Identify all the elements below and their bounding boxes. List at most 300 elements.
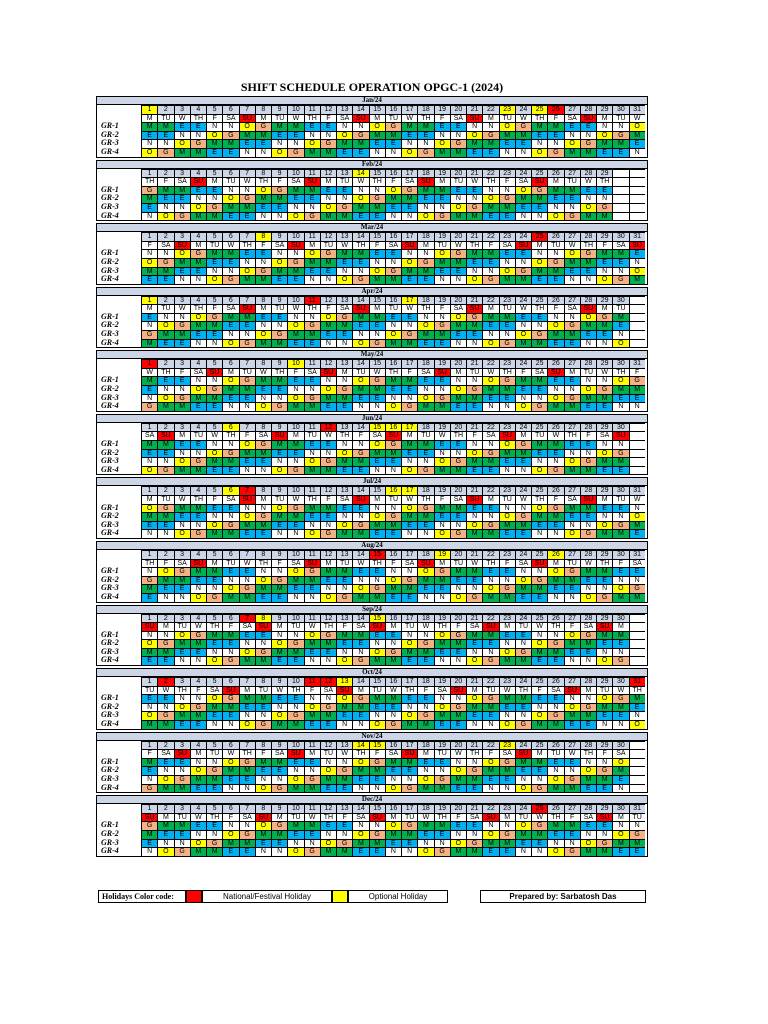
shift-cell: G [564,847,580,856]
shift-cell: G [190,529,206,538]
shift-cell: G [320,529,336,538]
day-number-cell: 19 [434,677,450,686]
day-number-cell: 16 [385,169,401,178]
day-number-cell: 12 [320,232,336,241]
day-number-cell: 28 [580,741,596,750]
weekday-cell: W [580,559,596,568]
shift-cell: N [287,457,303,466]
weekday-cell: F [417,686,433,695]
weekday-cell: TU [369,686,385,695]
weekday-cell: TU [515,622,531,631]
shift-cell: O [466,656,482,665]
shift-cell: G [385,648,401,657]
shift-cell: N [206,440,222,449]
shift-cell: E [531,766,547,775]
shift-cell: E [612,775,628,784]
month-block [96,223,648,285]
shift-cell: E [287,194,303,203]
shift-cell: G [450,631,466,640]
weekday-cell: M [255,304,271,313]
shift-cell: M [401,339,417,348]
shift-cell: G [157,148,173,157]
shift-cell: E [336,711,352,720]
shift-cell: G [547,639,563,648]
weekday-cell: W [629,495,645,504]
shift-cell: E [174,440,190,449]
shift-cell: E [157,694,173,703]
month-title: Sep/24 [97,606,647,614]
day-number-cell: 3 [174,359,190,368]
shift-cell: E [612,504,628,513]
shift-cell: E [466,504,482,513]
day-number-cell: 9 [271,359,287,368]
day-number-cell: 27 [564,804,580,813]
shift-cell: N [564,131,580,140]
shift-cell: G [450,139,466,148]
shift-cell: M [255,758,271,767]
shift-cell: M [271,122,287,131]
shift-cell: N [482,821,498,830]
shift-cell: M [612,631,628,640]
shift-cell: N [320,339,336,348]
shift-cell: E [580,402,596,411]
weekday-cell: TH [417,495,433,504]
shift-cell: G [580,457,596,466]
shift-cell: N [206,194,222,203]
shift-cell: M [499,593,515,602]
weekday-cell: M [190,749,206,758]
weekday-cell: F [450,622,466,631]
shift-cell: E [466,576,482,585]
shift-cell: G [515,267,531,276]
shift-cell: O [190,593,206,602]
shift-cell: E [157,275,173,284]
shift-cell: N [320,830,336,839]
shift-cell: N [547,385,563,394]
shift-cell: O [466,131,482,140]
group-label: GR-3 [101,710,119,720]
shift-cell: M [271,376,287,385]
shift-cell: E [401,521,417,530]
shift-cell: N [385,466,401,475]
shift-cell: M [336,847,352,856]
weekday-cell: TU [482,686,498,695]
shift-cell: M [304,186,320,195]
day-number-cell: 12 [320,169,336,178]
shift-cell: M [320,394,336,403]
day-number-cell: 10 [287,741,303,750]
shift-cell: N [580,275,596,284]
shift-cell: N [466,512,482,521]
shift-cell: N [580,694,596,703]
weekday-cell: TU [434,241,450,250]
shift-cell: G [239,758,255,767]
shift-cell: G [271,784,287,793]
shift-cell: O [239,267,255,276]
shift-cell: M [385,758,401,767]
weekday-cell: TU [596,686,612,695]
shift-cell: M [564,330,580,339]
shift-cell: O [336,694,352,703]
shift-cell: E [271,203,287,212]
day-number-cell: 15 [369,359,385,368]
day-number-cell: 25 [531,359,547,368]
weekday-cell: SA [157,749,173,758]
shift-cell: M [499,313,515,322]
weekday-cell: TU [385,114,401,123]
weekday-cell: SA [401,177,417,186]
shift-cell: E [320,648,336,657]
weekday-cell: TU [336,177,352,186]
day-number-cell: 1 [141,741,157,750]
day-number-cell: 11 [304,614,320,623]
shift-cell: O [320,766,336,775]
day-number-cell: 8 [255,232,271,241]
day-number-cell: 9 [271,232,287,241]
shift-cell: N [287,313,303,322]
day-number-cell: 13 [336,296,352,305]
shift-cell: M [190,847,206,856]
group-row [97,194,647,203]
shift-cell: M [482,457,498,466]
shift-cell: N [336,720,352,729]
shift-cell: N [304,449,320,458]
weekday-cell: TH [352,749,368,758]
shift-cell: M [499,839,515,848]
shift-cell: E [304,122,320,131]
day-number-cell: 23 [499,677,515,686]
shift-cell: O [612,376,628,385]
shift-cell: M [466,529,482,538]
shift-cell: M [547,720,563,729]
shift-cell: G [531,576,547,585]
shift-cell: E [482,258,498,267]
shift-cell: M [612,249,628,258]
shift-cell: E [401,449,417,458]
shift-cell: G [417,258,433,267]
shift-cell: M [287,122,303,131]
shift-cell: O [401,466,417,475]
shift-cell: N [304,656,320,665]
shift-cell: G [271,402,287,411]
day-number-cell: 15 [369,804,385,813]
shift-cell: G [580,529,596,538]
shift-cell: E [596,504,612,513]
shift-cell: M [531,584,547,593]
group-row [97,186,647,195]
weekday-cell: M [401,431,417,440]
shift-cell: G [564,567,580,576]
shift-cell: N [287,839,303,848]
shift-cell: N [580,194,596,203]
shift-cell: E [466,402,482,411]
day-number-cell: 18 [417,677,433,686]
day-number-cell: 19 [434,614,450,623]
shift-cell: N [596,122,612,131]
shift-cell: E [271,275,287,284]
weekday-cell: W [417,622,433,631]
day-number-cell: 23 [499,169,515,178]
shift-cell: E [515,839,531,848]
weekday-cell: TH [515,686,531,695]
shift-cell: N [320,584,336,593]
shift-cell: M [336,631,352,640]
shift-cell: E [564,758,580,767]
weekday-cell: M [255,114,271,123]
weekday-cell: TU [239,368,255,377]
weekday-cell: SU [336,686,352,695]
weekday-cell: TU [206,749,222,758]
day-number-cell: 3 [174,804,190,813]
shift-cell: O [450,203,466,212]
shift-cell: G [206,203,222,212]
shift-cell: E [564,440,580,449]
shift-cell: N [336,440,352,449]
shift-cell: M [531,440,547,449]
day-number-cell: 12 [320,614,336,623]
shift-cell: E [304,648,320,657]
shift-cell: M [515,339,531,348]
shift-cell: M [564,466,580,475]
shift-cell: M [271,720,287,729]
shift-cell: O [239,440,255,449]
shift-cell: M [352,529,368,538]
shift-cell: O [287,394,303,403]
weekday-row [97,559,647,568]
day-number-cell: 21 [466,296,482,305]
shift-cell: M [417,821,433,830]
day-number-cell: 17 [401,741,417,750]
weekday-cell: M [531,749,547,758]
shift-cell: N [141,529,157,538]
shift-cell: N [450,131,466,140]
shift-cell: E [482,394,498,403]
weekday-cell [629,304,645,313]
weekday-cell: SU [352,114,368,123]
shift-cell: O [580,313,596,322]
day-number-cell: 25 [531,169,547,178]
shift-cell: E [434,440,450,449]
shift-cell: O [499,267,515,276]
day-number-cell: 7 [239,614,255,623]
weekday-cell: TH [596,559,612,568]
weekday-cell: SU [629,241,645,250]
day-number-cell: 25 [531,105,547,114]
shift-cell: M [287,440,303,449]
day-number-cell: 4 [190,550,206,559]
month-block [96,477,648,539]
day-number-cell: 18 [417,232,433,241]
shift-cell: M [174,258,190,267]
shift-cell: M [369,449,385,458]
shift-cell: M [271,648,287,657]
day-number-cell: 15 [369,296,385,305]
day-number-cell: 3 [174,486,190,495]
shift-cell: N [385,504,401,513]
shift-cell: E [190,186,206,195]
shift-cell: M [434,258,450,267]
shift-cell: M [190,212,206,221]
shift-cell: E [596,639,612,648]
shift-cell: M [352,703,368,712]
shift-cell: N [580,339,596,348]
shift-cell: E [369,567,385,576]
group-row [97,440,647,449]
weekday-row [97,114,647,123]
weekday-cell: SU [174,749,190,758]
shift-cell: E [141,839,157,848]
shift-cell: M [450,258,466,267]
shift-cell: E [580,720,596,729]
weekday-cell: M [596,495,612,504]
day-number-cell: 26 [547,232,563,241]
group-row [97,512,647,521]
shift-cell: E [515,457,531,466]
shift-cell: E [434,648,450,657]
shift-cell [629,758,645,767]
day-number-cell: 20 [450,677,466,686]
weekday-cell: TH [482,559,498,568]
shift-cell: G [612,275,628,284]
day-number-cell: 19 [434,105,450,114]
shift-cell: G [401,402,417,411]
shift-cell: E [499,249,515,258]
shift-cell: G [466,313,482,322]
shift-cell: G [466,766,482,775]
shift-cell: M [222,593,238,602]
shift-cell: M [352,593,368,602]
weekday-cell: SU [239,114,255,123]
shift-cell: M [499,694,515,703]
shift-cell: M [385,339,401,348]
legend-label: Holidays Color code: [98,890,186,903]
shift-cell: M [417,576,433,585]
day-number-cell: 28 [580,550,596,559]
shift-cell: N [222,576,238,585]
shift-cell: G [629,584,645,593]
shift-cell: E [369,703,385,712]
shift-cell: O [352,376,368,385]
group-label: GR-2 [101,828,119,838]
shift-cell: G [515,440,531,449]
shift-cell: M [369,275,385,284]
day-number-cell: 29 [596,741,612,750]
group-row [97,275,647,284]
group-label: GR-3 [101,265,119,275]
weekday-cell: SU [255,622,271,631]
shift-cell: N [352,122,368,131]
weekday-cell: SA [499,749,515,758]
shift-cell: G [239,584,255,593]
weekday-cell: TH [190,114,206,123]
day-number-cell: 7 [239,105,255,114]
weekday-cell: F [531,686,547,695]
weekday-cell: SA [239,622,255,631]
shift-cell: M [580,212,596,221]
weekday-cell: SA [564,495,580,504]
shift-cell: M [255,194,271,203]
weekday-row [97,495,647,504]
shift-cell: N [271,457,287,466]
weekday-cell: TU [385,495,401,504]
day-number-cell: 4 [190,741,206,750]
shift-cell: N [482,122,498,131]
weekday-cell [629,622,645,631]
shift-cell: M [320,711,336,720]
shift-cell: E [417,584,433,593]
shift-cell: M [564,639,580,648]
shift-cell: N [547,593,563,602]
shift-cell: M [336,529,352,538]
shift-cell: E [352,321,368,330]
shift-cell: E [222,212,238,221]
day-number-cell: 6 [222,677,238,686]
shift-cell: M [417,122,433,131]
shift-cell: M [206,457,222,466]
shift-cell: N [580,521,596,530]
shift-cell [629,321,645,330]
shift-cell: E [401,313,417,322]
day-number-cell: 13 [336,423,352,432]
shift-cell: N [174,313,190,322]
day-number-cell: 31 [629,677,645,686]
group-label: GR-1 [101,693,119,703]
shift-cell: N [206,512,222,521]
shift-cell: N [434,694,450,703]
shift-cell: O [612,830,628,839]
shift-cell: N [336,830,352,839]
shift-cell: E [450,402,466,411]
shift-cell: M [385,275,401,284]
weekday-cell: SA [466,622,482,631]
shift-cell: N [174,656,190,665]
shift-cell: O [255,402,271,411]
shift-cell: E [174,720,190,729]
weekday-cell: TH [141,559,157,568]
weekday-cell: SA [287,559,303,568]
shift-cell: M [287,267,303,276]
weekday-cell: TU [287,622,303,631]
shift-cell: N [629,821,645,830]
shift-cell: N [255,567,271,576]
shift-cell: G [580,703,596,712]
group-label: GR-3 [101,329,119,339]
day-number-cell: 24 [515,296,531,305]
shift-cell: O [157,567,173,576]
shift-cell: N [531,703,547,712]
month-title: Mar/24 [97,224,647,232]
group-label: GR-1 [101,566,119,576]
shift-cell: M [255,376,271,385]
shift-cell: E [401,275,417,284]
day-number-cell: 10 [287,550,303,559]
shift-cell: N [434,593,450,602]
shift-cell: E [304,758,320,767]
shift-cell: M [596,775,612,784]
day-number-cell: 25 [531,677,547,686]
weekday-cell: M [385,622,401,631]
weekday-cell: F [304,686,320,695]
shift-cell: G [157,466,173,475]
day-number-cell: 16 [385,804,401,813]
day-number-cell: 28 [580,232,596,241]
shift-cell: O [304,703,320,712]
shift-cell: N [206,267,222,276]
national-holiday-swatch [186,890,202,903]
day-number-cell: 16 [385,232,401,241]
shift-cell: M [190,258,206,267]
shift-cell: M [174,711,190,720]
